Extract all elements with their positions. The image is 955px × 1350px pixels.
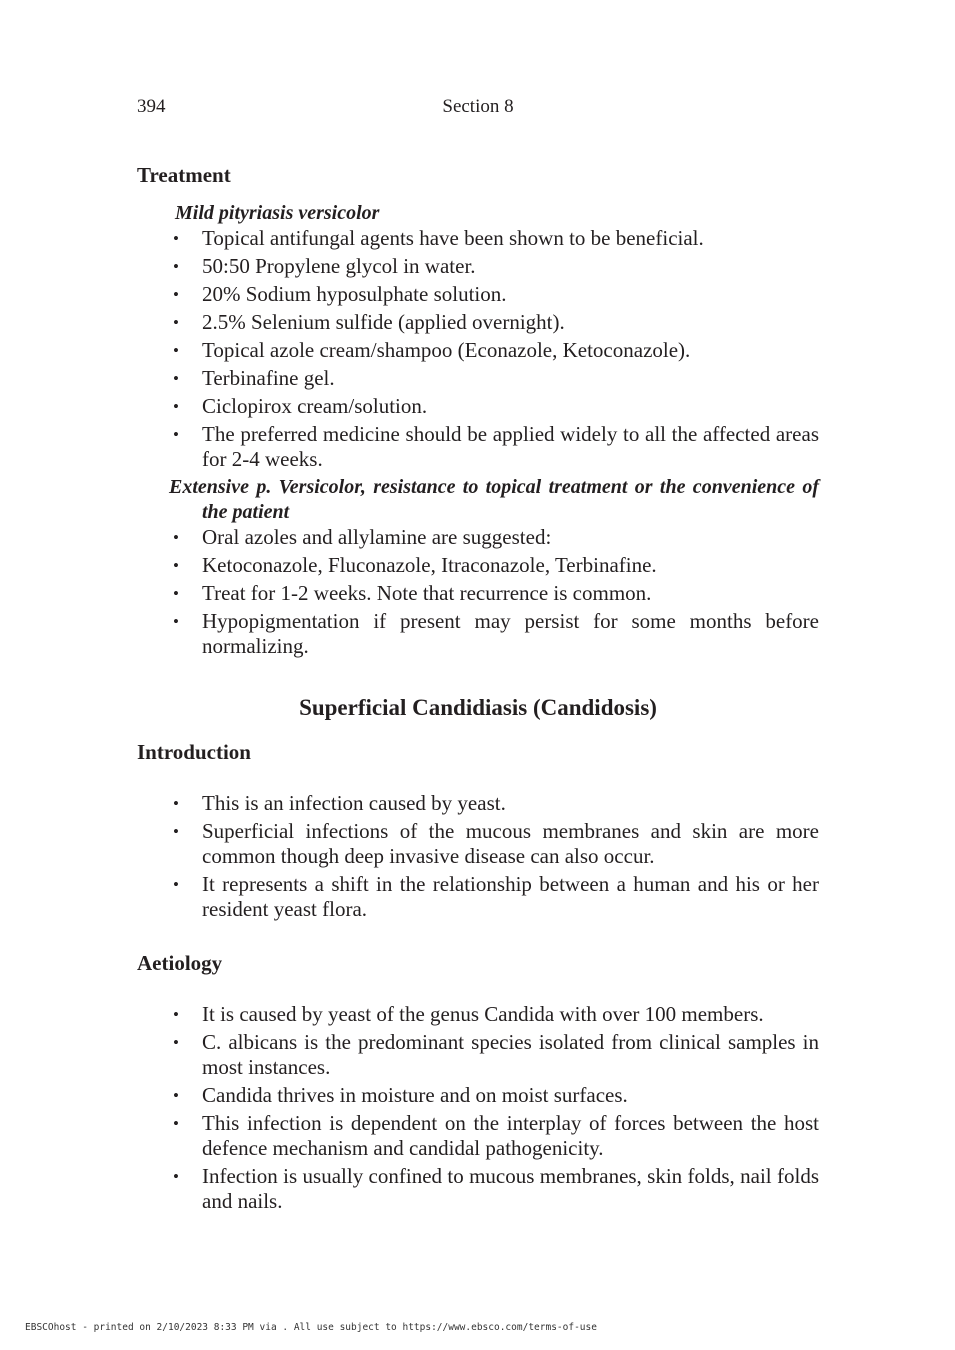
bullet-icon: • bbox=[173, 1114, 179, 1133]
bullet-icon: • bbox=[173, 369, 179, 388]
bullet-icon: • bbox=[173, 528, 179, 547]
list-item: • C. albicans is the predominant species isolated from clinical samples in most instances. bbox=[173, 1030, 819, 1079]
list-item: • 2.5% Selenium sulfide (applied overnight). bbox=[173, 310, 565, 334]
bullet-icon: • bbox=[173, 341, 179, 360]
bullet-icon: • bbox=[173, 584, 179, 603]
print-footer: EBSCOhost - printed on 2/10/2023 8:33 PM via . All use subject to https://www.ebsco.com/terms-of-use bbox=[25, 1322, 597, 1333]
list-item: • 50:50 Propylene glycol in water. bbox=[173, 254, 476, 278]
list-item: • Hypopigmentation if present may persist for some months before normalizing. bbox=[173, 609, 819, 658]
list-item: • Terbinafine gel. bbox=[173, 366, 335, 390]
list-item: • Topical antifungal agents have been shown to be beneficial. bbox=[173, 226, 704, 250]
mild-treatment-list bbox=[137, 226, 819, 472]
list-item: • Topical azole cream/shampoo (Econazole, Ketoconazole). bbox=[173, 338, 691, 362]
list-item: • Superficial infections of the mucous membranes and skin are more common though deep invasive disease can also occur. bbox=[173, 819, 819, 868]
bullet-icon: • bbox=[173, 875, 179, 894]
running-header bbox=[137, 96, 819, 122]
list-item: • Infection is usually confined to mucous membranes, skin folds, nail folds and nails. bbox=[173, 1164, 819, 1213]
list-item: • It is caused by yeast of the genus Candida with over 100 members. bbox=[173, 1002, 764, 1026]
bullet-icon: • bbox=[173, 1033, 179, 1052]
bullet-icon: • bbox=[173, 822, 179, 841]
introduction-heading: Introduction bbox=[137, 740, 251, 764]
bullet-icon: • bbox=[173, 229, 179, 248]
bullet-icon: • bbox=[173, 1005, 179, 1024]
bullet-icon: • bbox=[173, 612, 179, 631]
list-item: • Ketoconazole, Fluconazole, Itraconazole, Terbinafine. bbox=[173, 553, 657, 577]
aetiology-heading: Aetiology bbox=[137, 951, 223, 975]
mild-subheading: Mild pityriasis versicolor bbox=[175, 202, 380, 224]
bullet-icon: • bbox=[173, 313, 179, 332]
section-title: Superficial Candidiasis (Candidosis) bbox=[299, 695, 657, 720]
list-item: • Candida thrives in moisture and on moist surfaces. bbox=[173, 1083, 628, 1107]
bullet-icon: • bbox=[173, 556, 179, 575]
list-item: • Treat for 1-2 weeks. Note that recurrence is common. bbox=[173, 581, 652, 605]
list-item: • Oral azoles and allylamine are suggested: bbox=[173, 525, 552, 549]
page-content bbox=[137, 96, 819, 1217]
bullet-icon: • bbox=[173, 397, 179, 416]
list-item: • 20% Sodium hyposulphate solution. bbox=[173, 282, 507, 306]
list-item: • This infection is dependent on the interplay of forces between the host defence mechanism and candidal pathogenicity. bbox=[173, 1111, 819, 1160]
list-item: • The preferred medicine should be applied widely to all the affected areas for 2-4 weeks. bbox=[173, 422, 819, 471]
section-label: Section 8 bbox=[442, 96, 514, 117]
list-item: • Ciclopirox cream/solution. bbox=[173, 394, 428, 418]
bullet-icon: • bbox=[173, 1086, 179, 1105]
bullet-icon: • bbox=[173, 257, 179, 276]
aetiology-list bbox=[137, 1002, 819, 1214]
extensive-subheading: Extensive p. Versicolor, resistance to topical treatment or the convenience of the patient bbox=[169, 476, 819, 523]
extensive-treatment-list bbox=[137, 525, 819, 659]
bullet-icon: • bbox=[173, 1167, 179, 1186]
treatment-heading: Treatment bbox=[137, 163, 231, 187]
bullet-icon: • bbox=[173, 794, 179, 813]
bullet-icon: • bbox=[173, 425, 179, 444]
introduction-list bbox=[137, 791, 819, 922]
page-number: 394 bbox=[137, 96, 166, 117]
list-item: • This is an infection caused by yeast. bbox=[173, 791, 506, 815]
bullet-icon: • bbox=[173, 285, 179, 304]
list-item: • It represents a shift in the relationship between a human and his or her resident yeast flora. bbox=[173, 872, 819, 921]
